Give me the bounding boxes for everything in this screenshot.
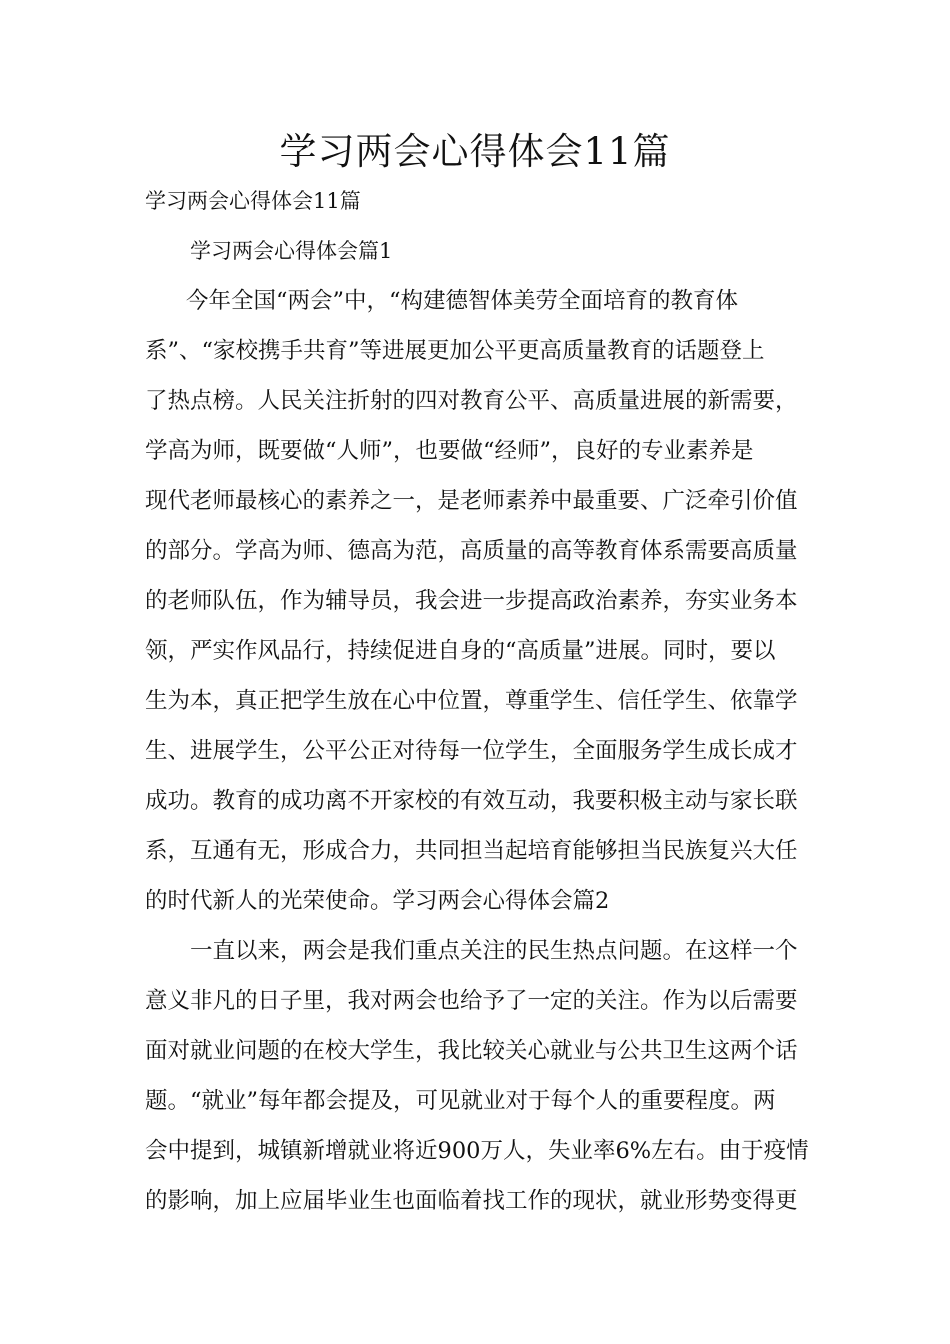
body-text-line: 的影响，加上应届毕业生也面临着找工作的现状，就业形势变得更 — [145, 1188, 798, 1214]
body-text-line: 学高为师，既要做“人师”，也要做“经师”，良好的专业素养是 — [145, 438, 754, 464]
body-text-line: 生、进展学生，公平公正对待每一位学生，全面服务学生成长成才 — [145, 738, 798, 764]
body-text-line: 意义非凡的日子里，我对两会也给予了一定的关注。作为以后需要 — [145, 988, 798, 1014]
document-title: 学习两会心得体会11篇 — [279, 130, 671, 173]
body-text-line: 面对就业问题的在校大学生，我比较关心就业与公共卫生这两个话 — [145, 1038, 798, 1064]
body-text-line: 现代老师最核心的素养之一，是老师素养中最重要、广泛牵引价值 — [145, 488, 798, 514]
body-text-line: 系”、“家校携手共育”等进展更加公平更高质量教育的话题登上 — [145, 338, 765, 364]
body-text-line: 的时代新人的光荣使命。学习两会心得体会篇2 — [145, 888, 610, 914]
body-text-line: 题。“就业”每年都会提及，可见就业对于每个人的重要程度。两 — [145, 1088, 776, 1114]
body-text-line: 一直以来，两会是我们重点关注的民生热点问题。在这样一个 — [190, 938, 798, 964]
body-text-line: 的老师队伍，作为辅导员，我会进一步提高政治素养，夯实业务本 — [145, 588, 798, 614]
body-text-line: 会中提到，城镇新增就业将近900万人，失业率6%左右。由于疫情 — [145, 1138, 809, 1164]
body-text-line: 系，互通有无，形成合力，共同担当起培育能够担当民族复兴大任 — [145, 838, 798, 864]
body-text-line: 成功。教育的成功离不开家校的有效互动，我要积极主动与家长联 — [145, 788, 798, 814]
section-heading: 学习两会心得体会篇1 — [190, 239, 393, 263]
body-text-line: 今年全国“两会”中，“构建德智体美劳全面培育的教育体 — [186, 288, 739, 314]
body-text-line: 了热点榜。人民关注折射的四对教育公平、高质量进展的新需要， — [145, 388, 798, 414]
body-text-line: 的部分。学高为师、德高为范，高质量的高等教育体系需要高质量 — [145, 538, 798, 564]
document-subtitle: 学习两会心得体会11篇 — [145, 189, 361, 213]
body-text-line: 领，严实作风品行，持续促进自身的“高质量”进展。同时，要以 — [145, 638, 776, 664]
body-text-line: 生为本，真正把学生放在心中位置，尊重学生、信任学生、依靠学 — [145, 688, 798, 714]
